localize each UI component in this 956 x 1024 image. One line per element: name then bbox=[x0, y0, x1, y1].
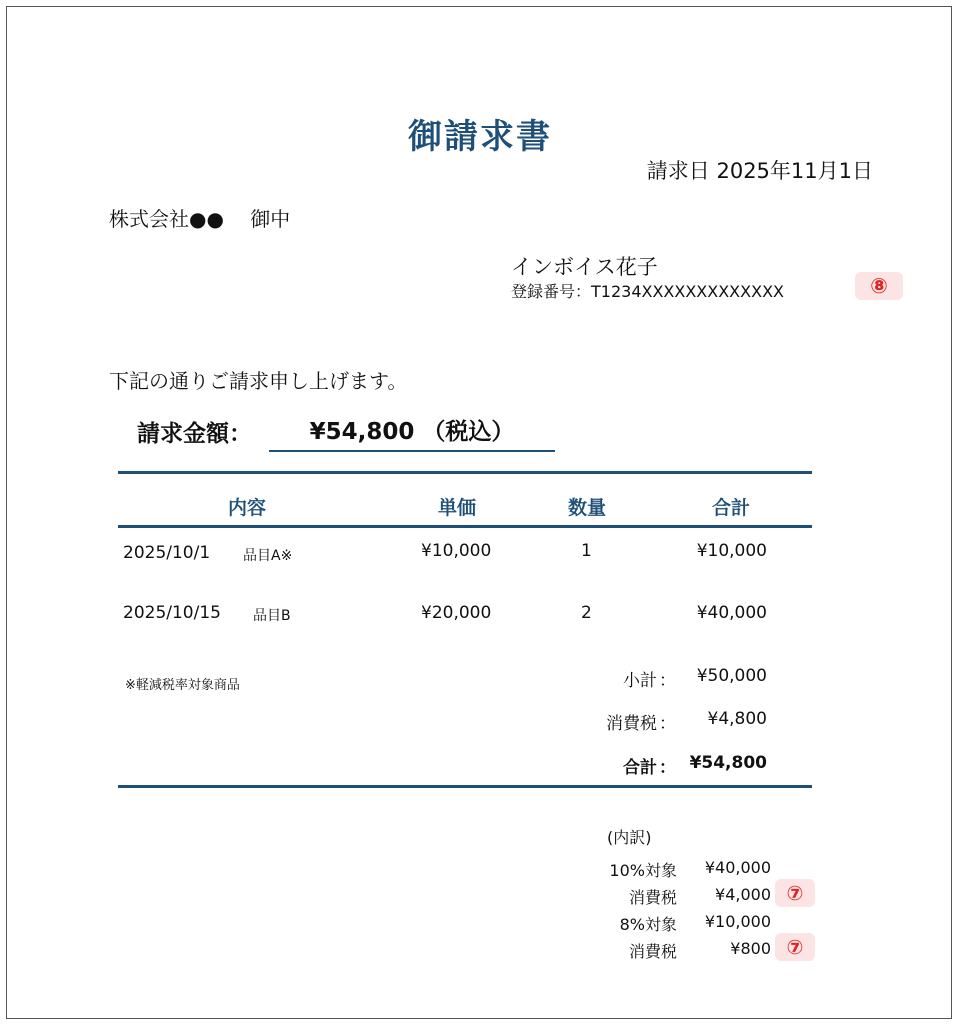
row-item: 品目B bbox=[253, 608, 291, 624]
breakdown-label: 消費税 bbox=[628, 942, 677, 961]
subtotal-value: ¥50,000 bbox=[696, 666, 767, 686]
registration-marker-badge: ⑧ bbox=[855, 272, 903, 300]
issue-date: 請求日 2025年11月1日 bbox=[646, 159, 873, 183]
invoice-page bbox=[6, 6, 952, 1019]
row-date: 2025/10/15 bbox=[123, 603, 221, 623]
breakdown-title: (内訳) bbox=[607, 828, 652, 847]
breakdown-value: ¥4,000 bbox=[715, 885, 771, 904]
grand-total-value: ¥54,800 bbox=[689, 753, 767, 773]
header-total: 合計 bbox=[711, 497, 750, 519]
breakdown-label: 10%対象 bbox=[609, 861, 677, 880]
row-total: ¥10,000 bbox=[696, 541, 767, 561]
breakdown-value: ¥10,000 bbox=[704, 912, 771, 931]
amount-label: 請求金額： bbox=[137, 421, 252, 447]
tax-separator: ： bbox=[659, 714, 676, 734]
breakdown-value: ¥40,000 bbox=[704, 858, 771, 877]
tax-marker-badge: ⑦ bbox=[775, 879, 815, 907]
row-date: 2025/10/1 bbox=[123, 543, 211, 563]
tax-value: ¥4,800 bbox=[707, 709, 767, 729]
row-unit-price: ¥10,000 bbox=[421, 541, 492, 561]
breakdown-label: 消費税 bbox=[628, 888, 677, 907]
subtotal-separator: ： bbox=[659, 671, 676, 691]
tax-marker-badge: ⑦ bbox=[775, 933, 815, 961]
tax-label: 消費税 bbox=[606, 714, 657, 734]
header-quantity: 数量 bbox=[567, 497, 606, 519]
invoice-title: 御請求書 bbox=[408, 117, 552, 157]
row-item: 品目A※ bbox=[243, 548, 293, 564]
header-unit-price: 単価 bbox=[437, 497, 476, 519]
grand-total-separator: ： bbox=[659, 758, 676, 778]
row-quantity: 2 bbox=[581, 603, 592, 623]
table-bottom-rule bbox=[118, 785, 812, 788]
issuer-registration-number: 登録番号：T1234XXXXXXXXXXXXX bbox=[511, 282, 784, 301]
row-unit-price: ¥20,000 bbox=[421, 603, 492, 623]
header-description: 内容 bbox=[227, 497, 266, 519]
subtotal-label: 小計 bbox=[623, 671, 657, 691]
issuer-name: インボイス花子 bbox=[511, 255, 658, 279]
client-name: 株式会社●● 御中 bbox=[109, 207, 291, 231]
breakdown-label: 8%対象 bbox=[619, 915, 677, 934]
intro-text: 下記の通りご請求申し上げます。 bbox=[109, 369, 408, 393]
breakdown-value: ¥800 bbox=[730, 939, 771, 958]
row-quantity: 1 bbox=[581, 541, 592, 561]
grand-total-label: 合計 bbox=[623, 758, 657, 778]
table-top-rule bbox=[118, 471, 812, 474]
reduced-tax-note: ※軽減税率対象商品 bbox=[125, 678, 240, 693]
row-total: ¥40,000 bbox=[696, 603, 767, 623]
amount-value: ¥54,800 （税込） bbox=[269, 413, 555, 452]
table-header-rule bbox=[118, 525, 812, 528]
